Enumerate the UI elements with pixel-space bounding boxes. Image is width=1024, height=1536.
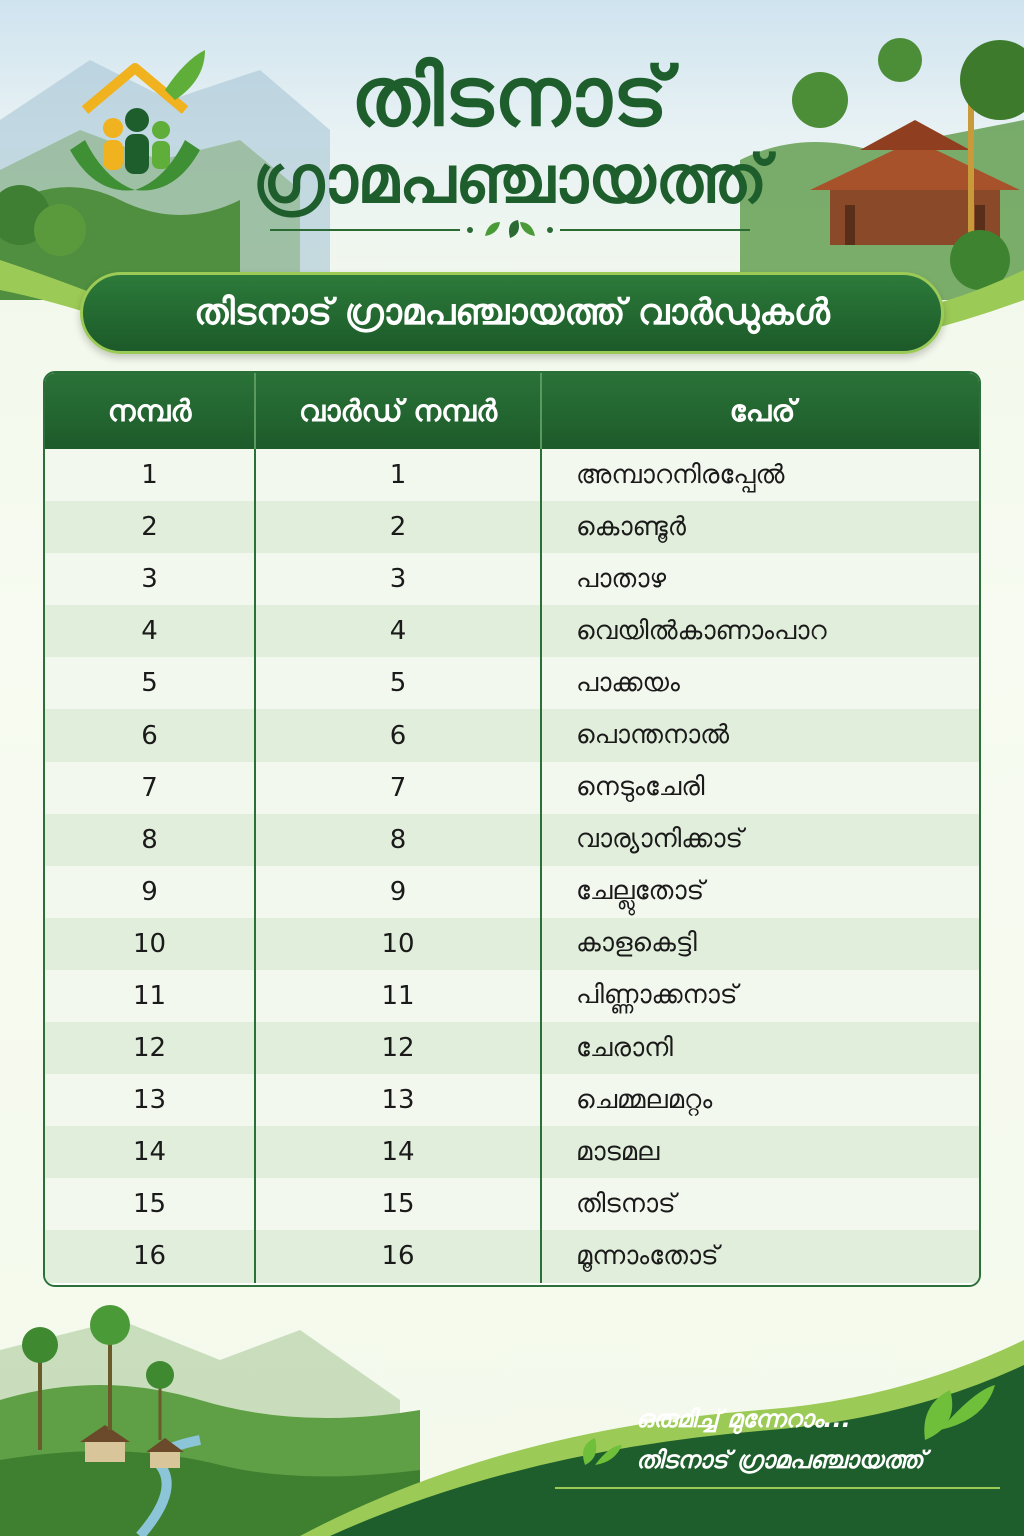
column-header-number: നമ്പർ (45, 373, 255, 449)
table-row (45, 709, 981, 761)
cell-number: 16 (45, 1230, 255, 1282)
cell-number: 8 (45, 814, 255, 866)
cell-ward-name: വാര്യാനിക്കാട് (576, 824, 744, 855)
cell-ward-number: 16 (255, 1230, 541, 1282)
section-banner: തിടനാട് ഗ്രാമപഞ്ചായത്ത് വാർഡുകൾ (80, 272, 944, 354)
cell-ward-name: തിടനാട് (576, 1188, 676, 1219)
cell-ward-number: 9 (255, 866, 541, 918)
cell-ward-name: കാളകെട്ടി (576, 928, 697, 959)
cell-number: 3 (45, 553, 255, 605)
table-row (45, 762, 981, 814)
table-row (45, 1178, 981, 1230)
table-row (45, 553, 981, 605)
panchayat-logo (55, 40, 215, 200)
cell-ward-name: വെയിൽകാണാംപാറ (576, 615, 827, 646)
cell-ward-number: 4 (255, 605, 541, 657)
cell-ward-number: 12 (255, 1022, 541, 1074)
page-title: തിടനാട് (350, 50, 670, 145)
table-row (45, 970, 981, 1022)
cell-ward-number: 13 (255, 1074, 541, 1126)
cell-ward-number: 7 (255, 762, 541, 814)
table-header-row (45, 373, 981, 449)
cell-ward-name: മൂന്നാംതോട് (576, 1240, 719, 1271)
cell-number: 12 (45, 1022, 255, 1074)
table-row (45, 657, 981, 709)
cell-ward-name: കൊണ്ടൂർ (576, 511, 686, 542)
cell-number: 13 (45, 1074, 255, 1126)
cell-ward-name: പാതാഴ (576, 563, 667, 594)
cell-ward-name: ചേരാനി (576, 1032, 673, 1063)
table-row (45, 866, 981, 918)
table-row (45, 814, 981, 866)
table-row (45, 918, 981, 970)
cell-ward-number: 8 (255, 814, 541, 866)
cell-number: 15 (45, 1178, 255, 1230)
cell-ward-number: 2 (255, 501, 541, 553)
slogan-line-2: തിടനാട് ഗ്രാമപഞ്ചായത്ത് (636, 1446, 924, 1474)
cell-ward-name: പൊന്തനാൽ (576, 720, 730, 751)
cell-ward-name: അമ്പാറനിരപ്പേൽ (576, 459, 785, 490)
cell-ward-name: പിണ്ണാക്കനാട് (576, 980, 738, 1011)
cell-ward-number: 14 (255, 1126, 541, 1178)
table-row (45, 1074, 981, 1126)
cell-number: 1 (45, 449, 255, 501)
cell-ward-number: 5 (255, 657, 541, 709)
cell-number: 9 (45, 866, 255, 918)
table-row (45, 449, 981, 501)
cell-ward-name: മാടമല (576, 1136, 660, 1167)
page-subtitle: ഗ്രാമപഞ്ചായത്ത് (252, 141, 768, 218)
cell-number: 5 (45, 657, 255, 709)
cell-ward-name: ചെമ്മലമറ്റം (576, 1084, 713, 1115)
cell-number: 7 (45, 762, 255, 814)
slogan-line-1: ഒരുമിച്ച് മുന്നേറാം... (636, 1405, 851, 1433)
cell-number: 10 (45, 918, 255, 970)
footer-landscape (0, 1290, 1024, 1536)
column-header-ward-number: വാർഡ് നമ്പർ (255, 373, 541, 449)
cell-number: 6 (45, 709, 255, 761)
cell-ward-number: 1 (255, 449, 541, 501)
cell-number: 14 (45, 1126, 255, 1178)
column-header-name: പേര് (729, 393, 796, 429)
cell-ward-number: 15 (255, 1178, 541, 1230)
cell-ward-number: 11 (255, 970, 541, 1022)
table-row (45, 501, 981, 553)
ward-table (43, 371, 981, 1287)
cell-number: 2 (45, 501, 255, 553)
cell-ward-number: 6 (255, 709, 541, 761)
table-row (45, 1126, 981, 1178)
cell-ward-number: 10 (255, 918, 541, 970)
table-row (45, 1022, 981, 1074)
table-row (45, 605, 981, 657)
cell-number: 11 (45, 970, 255, 1022)
table-row (45, 1230, 981, 1282)
cell-number: 4 (45, 605, 255, 657)
leaf-divider-icon (270, 218, 750, 242)
cell-ward-name: പാക്കയം (576, 667, 680, 698)
cell-ward-number: 3 (255, 553, 541, 605)
cell-ward-name: ചേല്ലുതോട് (576, 876, 705, 907)
cell-ward-name: നെടുംചേരി (576, 772, 705, 803)
